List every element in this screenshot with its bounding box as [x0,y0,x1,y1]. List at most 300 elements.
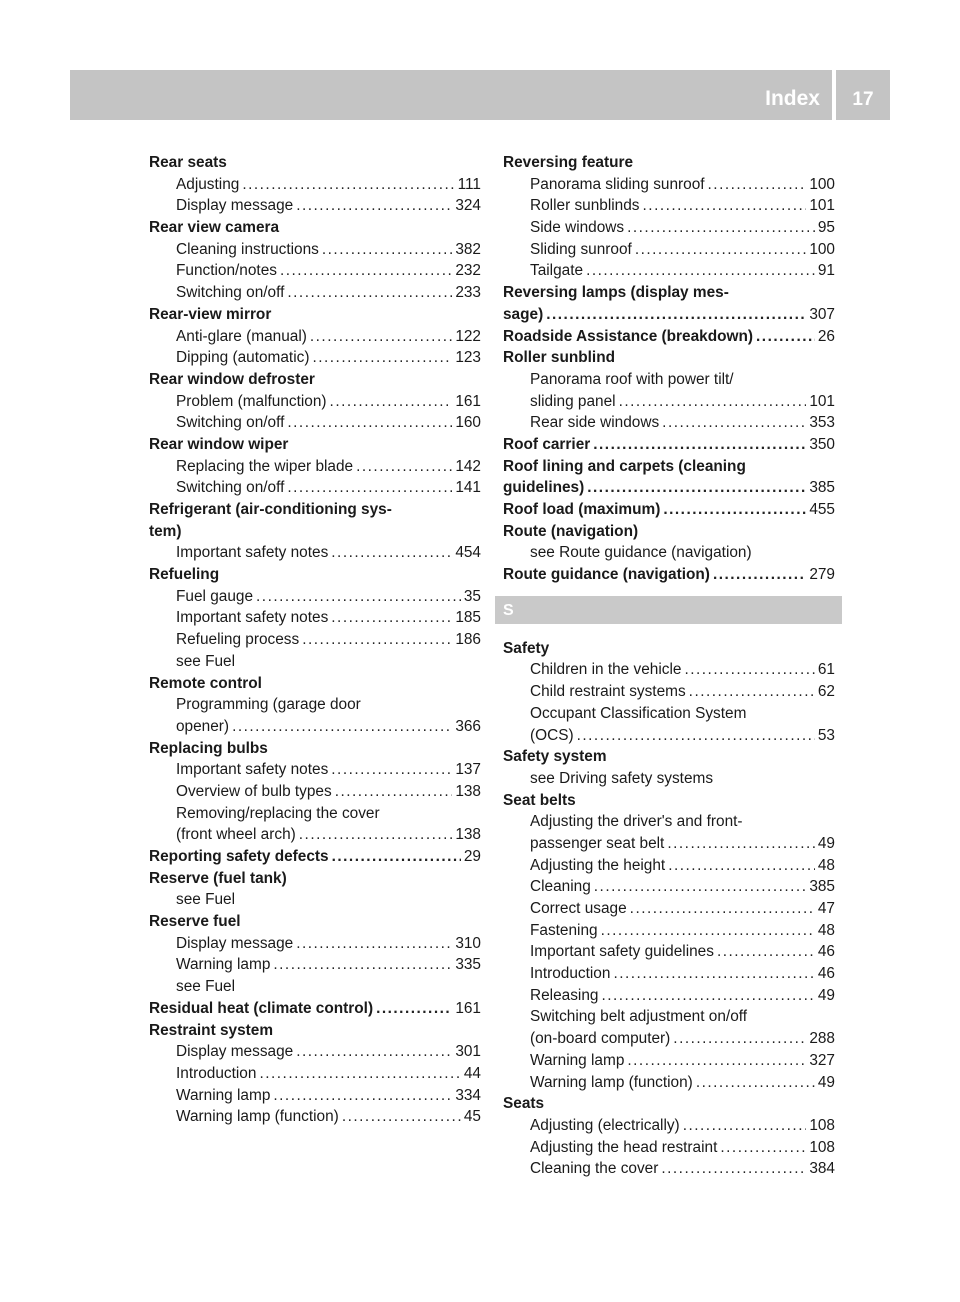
page-title: Index [765,87,820,110]
dot-leader [376,998,452,1020]
page-ref: 232 [455,262,481,280]
dot-leader [273,954,452,976]
entry-text: Rear view camera [149,219,280,237]
index-subentry[interactable] [149,607,481,629]
dot-leader [546,304,806,326]
page-ref: 353 [809,414,835,432]
index-subentry[interactable] [503,985,835,1007]
index-subentry[interactable] [149,174,481,196]
index-subentry[interactable] [149,477,481,499]
index-subentry[interactable] [503,217,835,239]
entry-text: Reserve (fuel tank) [149,869,287,887]
index-entry [149,564,481,586]
dot-leader [683,1115,807,1137]
page-ref: 101 [809,197,835,215]
page-ref: 45 [463,1108,481,1126]
entry-text: Side windows [530,219,625,237]
entry-text: Adjusting the head restraint [530,1138,718,1156]
entry-text: Seat belts [503,791,576,809]
index-entry [503,521,835,543]
page-ref: 382 [455,240,481,258]
entry-text: Switching belt adjustment on/off [530,1008,748,1026]
index-subentry[interactable] [149,824,481,846]
dot-leader [619,391,807,413]
index-subentry[interactable] [503,260,835,282]
index-subentry[interactable] [149,1063,481,1085]
index-subentry[interactable] [503,1028,835,1050]
entry-text: Panorama sliding sunroof [530,175,705,193]
page-ref: 26 [817,327,835,345]
entry-text: Rear side windows [530,414,660,432]
page-ref: 161 [455,999,481,1017]
index-entry [503,282,835,304]
dot-leader [331,759,452,781]
dot-leader [635,239,806,261]
index-entry [149,152,481,174]
index-subentry[interactable] [503,195,835,217]
page-ref: 366 [455,717,481,735]
entry-text: Roller sunblind [503,349,616,367]
dot-leader [296,195,452,217]
entry-text: Releasing [530,986,599,1004]
index-subentry [503,768,835,790]
entry-text: Safety [503,639,550,657]
dot-leader [586,260,815,282]
entry-text: Problem (malfunction) [176,392,327,410]
entry-text: Overview of bulb types [176,782,332,800]
page-number: 17 [852,89,874,110]
page-ref: 101 [809,392,835,410]
dot-leader [299,824,453,846]
index-entry[interactable] [503,304,835,326]
dot-leader [356,456,452,478]
page-ref: 186 [455,631,481,649]
index-subentry[interactable] [503,174,835,196]
entry-text: passenger seat belt [530,834,665,852]
dot-leader [242,174,454,196]
page-ref: 108 [809,1138,835,1156]
index-subentry [503,542,835,564]
entry-text: see Fuel [176,891,236,909]
index-subentry[interactable] [149,195,481,217]
entry-text: Display message [176,934,294,952]
entry-text: Adjusting the driver's and front- [530,813,743,831]
entry-text: Route guidance (navigation) [503,566,710,584]
dot-leader [296,1041,452,1063]
dot-leader [287,282,452,304]
entry-text: Route (navigation) [503,522,639,540]
dot-leader [689,681,815,703]
index-entry [503,347,835,369]
index-entry [503,1093,835,1115]
entry-text: Roller sunblinds [530,197,640,215]
page-ref: 122 [455,327,481,345]
index-entry[interactable] [503,434,835,456]
dot-leader [717,941,815,963]
index-subentry[interactable] [503,898,835,920]
page-ref: 335 [455,956,481,974]
entry-text: Replacing bulbs [149,739,268,757]
entry-text: Refueling [149,566,220,584]
entry-text: Display message [176,197,294,215]
page-ref: 62 [817,683,835,701]
index-subentry [503,703,835,725]
dot-leader [662,412,806,434]
entry-text: Reserve fuel [149,913,241,931]
entry-text: (OCS) [530,726,574,744]
entry-text: Sliding sunroof [530,240,632,258]
entry-text: Programming (garage door [176,696,361,714]
page-ref: 61 [817,661,835,679]
dot-leader [630,898,815,920]
index-entry[interactable] [503,477,835,499]
page-ref: 49 [817,834,835,852]
page-ref: 334 [455,1086,481,1104]
entry-text: Restraint system [149,1021,274,1039]
entry-text: Roof carrier [503,435,591,453]
entry-text: Residual heat (climate control) [149,999,374,1017]
dot-leader [259,1063,460,1085]
entry-text: Replacing the wiper blade [176,457,354,475]
index-subentry[interactable] [503,1050,835,1072]
index-subentry[interactable] [149,781,481,803]
dot-leader [673,1028,806,1050]
index-subentry[interactable] [149,629,481,651]
dot-leader [273,1085,452,1107]
entry-text: guidelines) [503,479,585,497]
entry-text: see Fuel [176,652,236,670]
entry-text: Warning lamp [176,956,271,974]
index-subentry[interactable] [149,1106,481,1128]
dot-leader [335,781,453,803]
entry-text: (front wheel arch) [176,826,296,844]
entry-text: Refueling process [176,631,300,649]
index-subentry[interactable] [149,326,481,348]
index-entry [503,746,835,768]
dot-leader [302,629,452,651]
index-subentry[interactable] [503,412,835,434]
dot-leader [232,716,452,738]
entry-text: Anti-glare (manual) [176,327,307,345]
index-subentry [149,651,481,673]
index-entry [149,868,481,890]
entry-text: Rear-view mirror [149,305,272,323]
dot-leader [601,920,815,942]
page-ref: 160 [455,414,481,432]
dot-leader [720,1137,806,1159]
index-subentry[interactable] [503,1137,835,1159]
index-subentry[interactable] [149,759,481,781]
index-subentry[interactable] [149,933,481,955]
index-subentry[interactable] [503,725,835,747]
index-entry [149,521,481,543]
page-ref: 35 [463,587,481,605]
page-ref: 310 [455,934,481,952]
index-subentry[interactable] [503,1158,835,1180]
dot-leader [312,347,452,369]
entry-text: Rear window defroster [149,370,315,388]
page-ref: 307 [809,305,835,323]
page-ref: 385 [809,479,835,497]
page-ref: 100 [809,175,835,193]
page-ref: 48 [817,856,835,874]
index-subentry [503,369,835,391]
page-ref: 46 [817,943,835,961]
index-subentry[interactable] [149,716,481,738]
page-ref: 161 [455,392,481,410]
entry-text: Seats [503,1095,545,1113]
page-ref: 138 [455,782,481,800]
dot-leader [280,260,452,282]
page-ref: 108 [809,1116,835,1134]
index-subentry[interactable] [503,391,835,413]
dot-leader [661,1158,806,1180]
index-subentry[interactable] [503,681,835,703]
dot-leader [256,586,461,608]
entry-text: Dipping (automatic) [176,349,310,367]
dot-leader [330,391,453,413]
dot-leader [322,239,452,261]
index-subentry[interactable] [503,963,835,985]
index-subentry[interactable] [149,391,481,413]
entry-text: Roof lining and carpets (cleaning [503,457,746,475]
index-subentry [149,889,481,911]
entry-text: sliding panel [530,392,616,410]
entry-text: Occupant Classification System [530,704,747,722]
entry-text: Child restraint systems [530,683,686,701]
entry-text: Fastening [530,921,598,939]
dot-leader [601,985,814,1007]
index-entry [149,499,481,521]
entry-text: see Driving safety systems [530,769,714,787]
page-ref: 48 [817,921,835,939]
index-entry [149,434,481,456]
entry-text: see Fuel [176,978,236,996]
index-column-right [503,152,835,1180]
dot-leader [667,833,815,855]
entry-text: tem) [149,522,182,540]
index-entry[interactable] [149,998,481,1020]
entry-text: Fuel gauge [176,587,254,605]
index-subentry[interactable] [503,833,835,855]
page-ref: 91 [817,262,835,280]
page-ref: 350 [809,435,835,453]
dot-leader [627,217,815,239]
page-ref: 142 [455,457,481,475]
index-subentry[interactable] [149,1085,481,1107]
index-subentry [149,694,481,716]
index-subentry[interactable] [149,282,481,304]
index-entry[interactable] [503,326,835,348]
index-subentry[interactable] [503,1115,835,1137]
page-ref: 111 [457,175,481,193]
entry-text: Important safety notes [176,761,329,779]
dot-leader [310,326,452,348]
page-ref: 384 [809,1160,835,1178]
page-ref: 301 [455,1043,481,1061]
index-subentry [149,803,481,825]
entry-text: Panorama roof with power tilt/ [530,370,734,388]
header-bar [70,70,890,120]
index-subentry[interactable] [149,586,481,608]
index-subentry[interactable] [149,347,481,369]
entry-text: Warning lamp [176,1086,271,1104]
entry-text: Adjusting the height [530,856,666,874]
entry-text: Important safety guidelines [530,943,714,961]
index-column-left [149,152,481,1128]
index-entry[interactable] [503,564,835,586]
page-ref: 233 [455,284,481,302]
dot-leader [594,876,807,898]
entry-text: Warning lamp [530,1051,625,1069]
entry-text: Switching on/off [176,479,285,497]
index-subentry[interactable] [503,920,835,942]
page-ref: 100 [809,240,835,258]
entry-text: Cleaning the cover [530,1160,659,1178]
index-entry [149,369,481,391]
index-subentry[interactable] [149,456,481,478]
entry-text: Children in the vehicle [530,661,682,679]
index-subentry[interactable] [503,941,835,963]
index-subentry[interactable] [149,954,481,976]
index-entry [149,217,481,239]
dot-leader [613,963,814,985]
entry-text: Reversing lamps (display mes- [503,284,729,302]
entry-text: Warning lamp (function) [176,1108,339,1126]
entry-text: Roof load (maximum) [503,501,661,518]
page-ref: 95 [817,219,835,237]
index-subentry [149,976,481,998]
entry-text: Refrigerant (air-conditioning sys- [149,501,392,518]
dot-leader [668,855,815,877]
dot-leader [296,933,452,955]
page-ref: 324 [455,197,481,215]
entry-text: Introduction [176,1064,257,1082]
index-entry [149,738,481,760]
index-entry [149,673,481,695]
page-ref: 137 [455,761,481,779]
entry-text: Reversing feature [503,154,634,171]
dot-leader [332,846,461,868]
dot-leader [331,607,452,629]
index-subentry[interactable] [503,659,835,681]
page-ref: 185 [455,609,481,627]
index-subentry[interactable] [149,1041,481,1063]
entry-text: Rear seats [149,154,227,171]
page-ref: 454 [455,544,481,562]
dot-leader [587,477,806,499]
entry-text: Important safety notes [176,609,329,627]
entry-text: Roadside Assistance (breakdown) [503,327,754,345]
entry-text: opener) [176,717,230,735]
index-entry[interactable] [149,846,481,868]
entry-text: Removing/replacing the cover [176,804,380,822]
entry-text: Remote control [149,674,262,692]
page-ref: 46 [817,965,835,983]
index-subentry[interactable] [149,542,481,564]
index-subentry[interactable] [503,855,835,877]
entry-text: Function/notes [176,262,277,280]
index-entry [503,638,835,660]
page-ref: 47 [817,900,835,917]
dot-leader [577,725,815,747]
index-entry [503,456,835,478]
page-ref: 44 [463,1064,481,1082]
index-entry [503,152,835,174]
dot-leader [756,326,815,348]
dot-leader [713,564,806,586]
index-subentry [503,1006,835,1028]
page-ref: 123 [455,349,481,367]
entry-text: Warning lamp (function) [530,1073,693,1091]
index-subentry [503,811,835,833]
page-ref: 141 [455,479,481,497]
dot-leader [696,1072,815,1094]
entry-text: Switching on/off [176,284,285,302]
dot-leader [593,434,806,456]
dot-leader [331,542,452,564]
index-entry [149,304,481,326]
entry-text: (on-board computer) [530,1030,671,1048]
entry-text: Introduction [530,965,611,983]
entry-text: Switching on/off [176,414,285,432]
index-entry [149,911,481,933]
page-ref: 49 [817,986,835,1004]
entry-text: Cleaning instructions [176,240,319,258]
index-subentry[interactable] [149,239,481,261]
entry-text: Display message [176,1043,294,1061]
dot-leader [684,659,814,681]
dot-leader [342,1106,461,1128]
page-ref: 279 [809,566,835,584]
entry-text: Adjusting (electrically) [530,1116,680,1134]
dot-leader [627,1050,806,1072]
section-letter-bar: S [495,596,842,624]
page-ref: 49 [817,1073,835,1091]
entry-text: Rear window wiper [149,435,289,453]
entry-text: Safety system [503,748,607,766]
index-entry [149,1020,481,1042]
entry-text: Tailgate [530,262,584,280]
dot-leader [708,174,807,196]
page-ref: 29 [463,848,481,865]
page-ref: 455 [809,501,835,518]
entry-text: see Route guidance (navigation) [530,544,752,562]
dot-leader [287,477,452,499]
index-subentry[interactable] [149,412,481,434]
index-subentry[interactable] [503,239,835,261]
entry-text: Cleaning [530,878,591,896]
entry-text: Important safety notes [176,544,329,562]
index-subentry[interactable] [503,876,835,898]
index-entry [503,790,835,812]
page-ref: 385 [809,878,835,896]
index-subentry[interactable] [503,1072,835,1094]
entry-text: Reporting safety defects [149,848,329,865]
entry-text: Correct usage [530,900,627,917]
page-ref: 327 [809,1051,835,1069]
dot-leader [643,195,807,217]
entry-text: Adjusting [176,175,240,193]
index-subentry[interactable] [149,260,481,282]
page-ref: 288 [809,1030,835,1048]
entry-text: sage) [503,305,544,323]
page-ref: 53 [817,726,835,744]
index-entry[interactable] [503,499,835,521]
dot-leader [287,412,452,434]
page-ref: 138 [455,826,481,844]
dot-leader [663,499,806,521]
